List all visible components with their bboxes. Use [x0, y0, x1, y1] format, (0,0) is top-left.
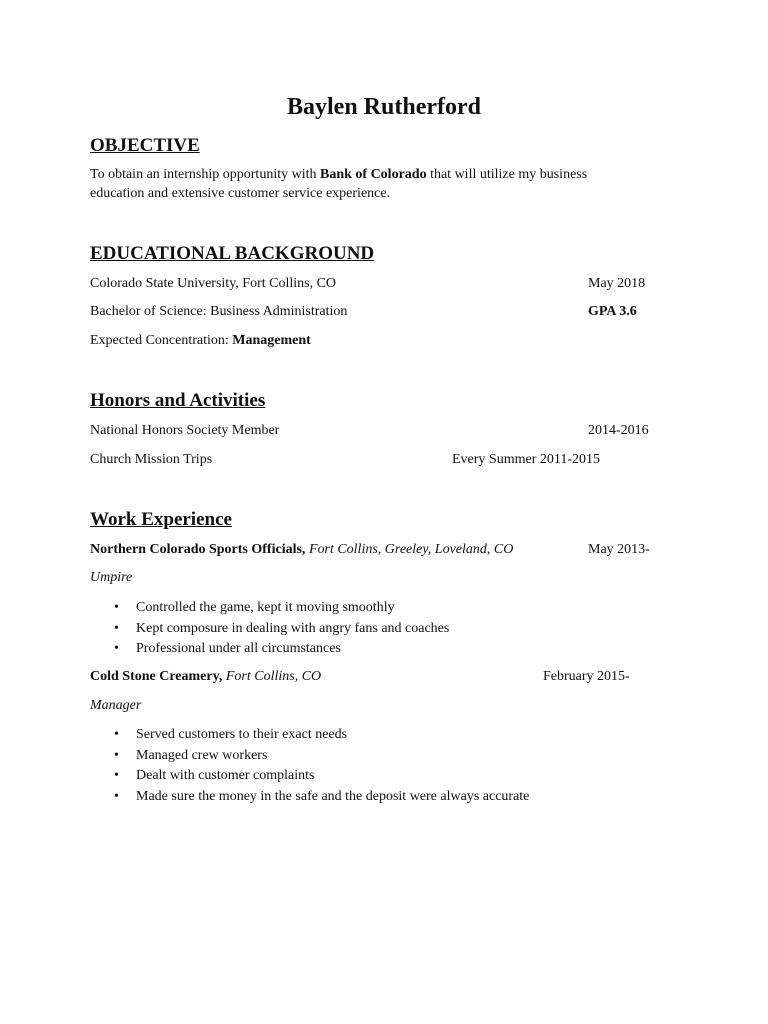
objective-heading: OBJECTIVE — [90, 135, 200, 156]
job-duty-text: Managed crew workers — [136, 747, 268, 763]
job-location: Fort Collins, Greeley, Loveland, CO — [305, 542, 514, 557]
job-date: February 2015- — [543, 669, 630, 684]
honors-item: Church Mission Trips — [90, 452, 213, 467]
job-duty-text: Professional under all circumstances — [136, 641, 341, 656]
job-duty — [90, 725, 529, 746]
job-duty — [90, 746, 529, 767]
bullet-icon: • — [114, 788, 119, 804]
concentration-label: Expected Concentration: — [90, 333, 233, 348]
bullet-icon: • — [114, 768, 119, 783]
job-date: May 2013- — [588, 542, 650, 557]
education-degree: Bachelor of Science: Business Administration — [90, 304, 348, 319]
objective-text: that will utilize my business — [426, 167, 588, 182]
job-duty-text: Dealt with customer complaints — [136, 768, 315, 783]
bullet-icon: • — [114, 727, 119, 742]
job-duties-list — [90, 598, 449, 660]
job-duties-list — [90, 725, 529, 807]
job-location: Fort Collins, CO — [222, 669, 322, 684]
honors-item-date: Every Summer 2011-2015 — [452, 452, 601, 467]
job-employer-line — [90, 542, 513, 558]
bullet-icon: • — [114, 600, 119, 615]
honors-item: National Honors Society Member — [90, 423, 280, 438]
job-duty — [90, 639, 449, 660]
objective-text: To obtain an internship opportunity with — [90, 167, 320, 182]
bullet-icon: • — [114, 620, 119, 636]
education-heading: EDUCATIONAL BACKGROUND — [90, 243, 375, 264]
education-gpa: GPA 3.6 — [588, 304, 637, 319]
objective-company: Bank of Colorado — [320, 167, 427, 182]
job-title: Umpire — [90, 570, 133, 585]
job-duty — [90, 619, 449, 640]
job-duty-text: Kept composure in dealing with angry fans and coaches — [136, 620, 450, 636]
job-employer-line — [90, 669, 321, 685]
job-employer: Cold Stone Creamery, — [90, 669, 223, 684]
job-duty-text: Made sure the money in the safe and the deposit were always accurate — [136, 788, 530, 804]
job-title: Manager — [90, 698, 142, 713]
bullet-icon: • — [114, 747, 119, 763]
job-duty-text: Served customers to their exact needs — [136, 727, 348, 742]
work-heading: Work Experience — [90, 509, 232, 530]
resume-name: Baylen Rutherford — [287, 94, 481, 120]
education-school: Colorado State University, Fort Collins, CO — [90, 276, 337, 291]
objective-line-2: education and extensive customer service experience. — [90, 186, 391, 201]
job-duty-text: Controlled the game, kept it moving smoothly — [136, 600, 395, 615]
job-duty — [90, 787, 529, 808]
job-employer: Northern Colorado Sports Officials, — [90, 542, 306, 557]
honors-item-date: 2014-2016 — [588, 423, 649, 438]
education-date: May 2018 — [588, 276, 646, 291]
honors-heading: Honors and Activities — [90, 390, 266, 411]
job-duty — [90, 598, 449, 619]
job-duty — [90, 766, 529, 787]
concentration-value: Management — [232, 333, 311, 348]
objective-line-1 — [90, 167, 587, 183]
education-concentration — [90, 333, 311, 349]
bullet-icon: • — [114, 641, 119, 656]
